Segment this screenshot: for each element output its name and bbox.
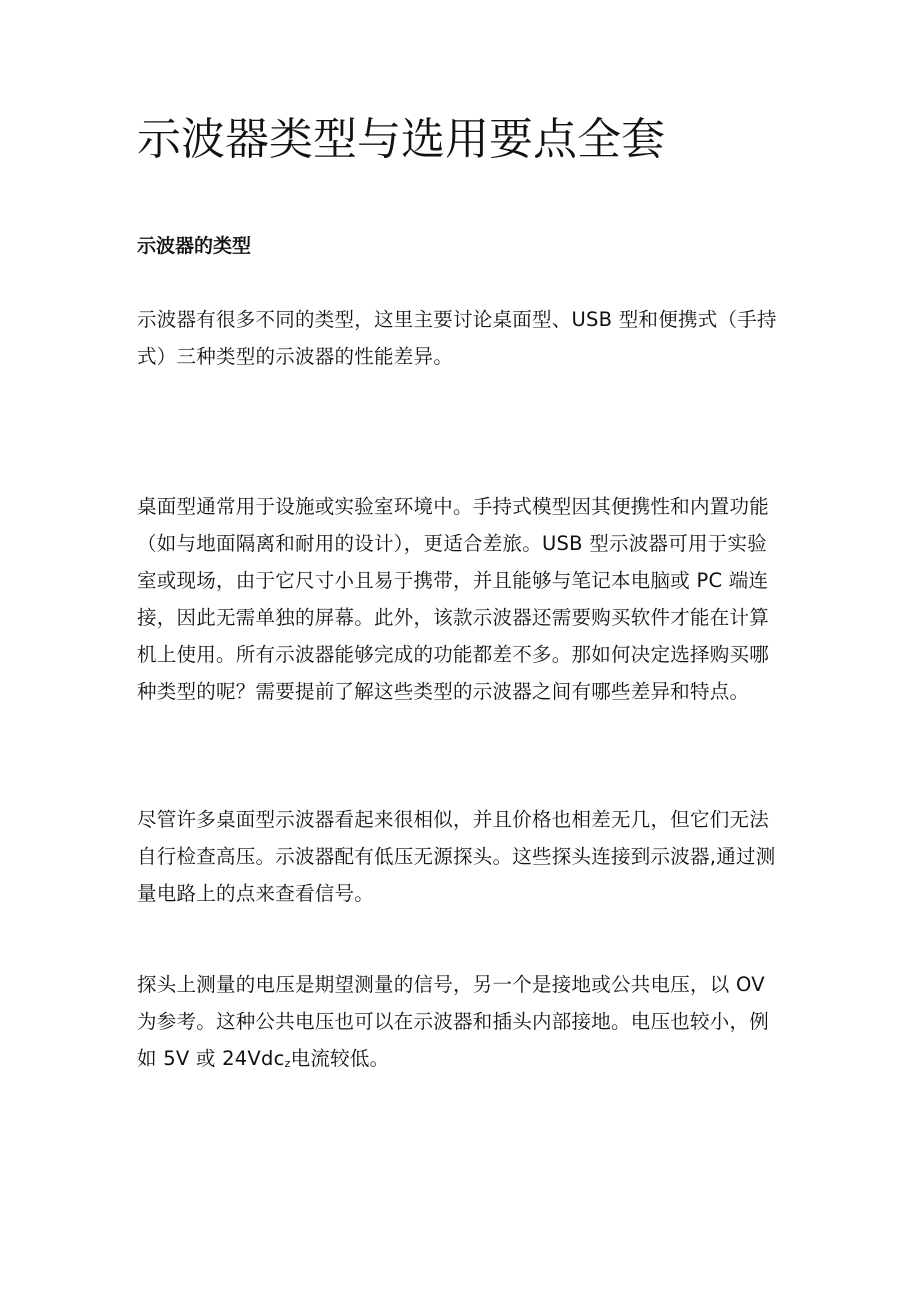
paragraph-line: 探头上测量的电压是期望测量的信号，另一个是接地或公共电压，以 OV xyxy=(137,973,765,996)
subscript-text: z xyxy=(284,1057,291,1070)
paragraph-line: 种类型的呢？需要提前了解这些类型的示波器之间有哪些差异和特点。 xyxy=(137,680,750,703)
paragraph-line: （如与地面隔离和耐用的设计），更适合差旅。USB 型示波器可用于实验 xyxy=(137,532,767,555)
paragraph-line-text: 如 5V 或 24Vdc xyxy=(137,1047,285,1070)
paragraph-line: 自行检查高压。示波器配有低压无源探头。这些探头连接到示波器,通过测 xyxy=(137,845,776,868)
paragraph-3 xyxy=(137,801,787,912)
paragraph-2 xyxy=(137,488,787,710)
paragraph-line: 室或现场，由于它尺寸小且易于携带，并且能够与笔记本电脑或 PC 端连 xyxy=(137,569,769,592)
paragraph-line-last xyxy=(137,1040,787,1077)
paragraph-line: 式）三种类型的示波器的性能差异。 xyxy=(137,345,454,368)
paragraph-1 xyxy=(137,301,787,375)
paragraph-line: 桌面型通常用于设施或实验室环境中。手持式模型因其便携性和内置功能 xyxy=(137,495,770,518)
paragraph-line: 机上使用。所有示波器能够完成的功能都差不多。那如何决定选择购买哪 xyxy=(137,643,770,666)
paragraph-line: 尽管许多桌面型示波器看起来很相似，并且价格也相差无几，但它们无法 xyxy=(137,808,770,831)
section-heading: 示波器的类型 xyxy=(137,235,252,257)
paragraph-line: 为参考。这种公共电压也可以在示波器和插头内部接地。电压也较小，例 xyxy=(137,1010,770,1033)
paragraph-line: 量电路上的点来查看信号。 xyxy=(137,882,375,905)
paragraph-4 xyxy=(137,966,787,1077)
paragraph-line-text: 电流较低。 xyxy=(290,1047,390,1070)
document-title: 示波器类型与选用要点全套 xyxy=(137,114,665,165)
paragraph-line: 示波器有很多不同的类型，这里主要讨论桌面型、USB 型和便携式（手持 xyxy=(137,308,777,331)
paragraph-line: 接，因此无需单独的屏幕。此外，该款示波器还需要购买软件才能在计算 xyxy=(137,606,770,629)
